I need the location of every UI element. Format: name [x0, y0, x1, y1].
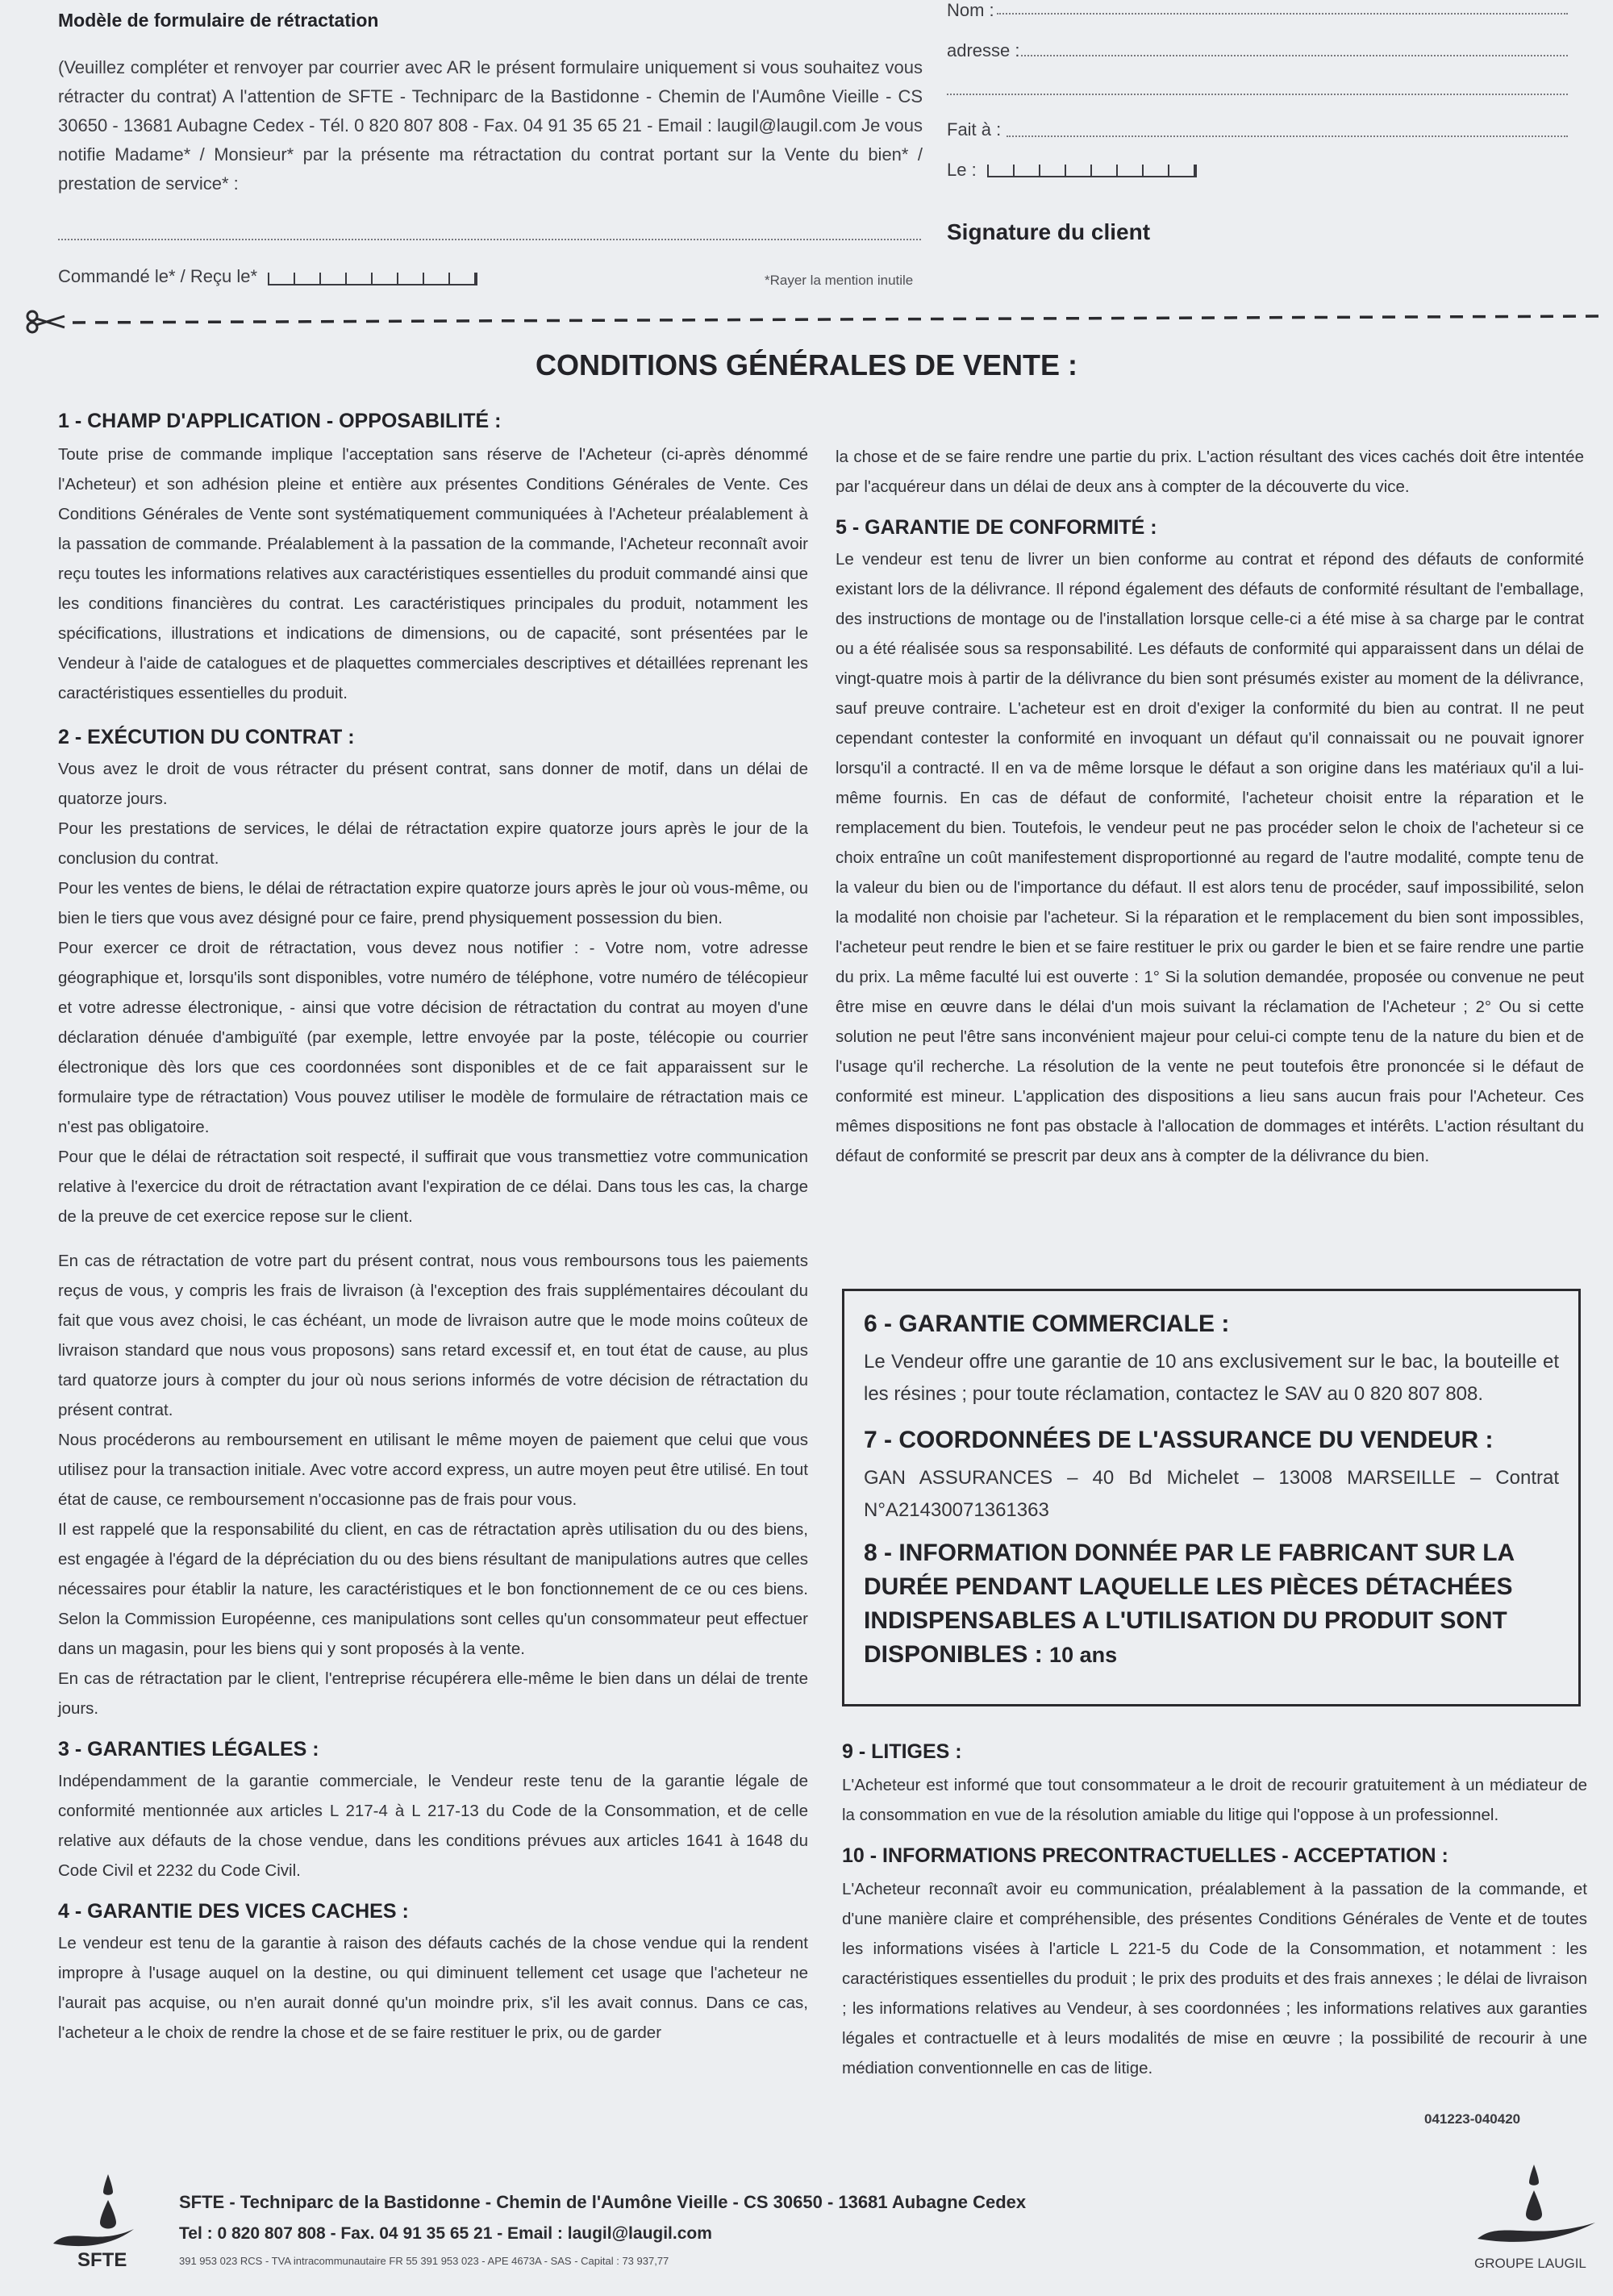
sfte-logo [47, 2169, 144, 2274]
sfte-logo-text: SFTE [77, 2249, 127, 2271]
form-title: Modèle de formulaire de rétractation [58, 10, 379, 31]
laugil-logo [1468, 2161, 1605, 2274]
form-service-line[interactable] [58, 239, 921, 240]
s5-title: 5 - GARANTIE DE CONFORMITÉ : [836, 516, 1157, 539]
place-field[interactable] [1007, 135, 1568, 137]
s2-p6: En cas de rétractation de votre part du présent contrat, nous vous remboursons tous les paiements reçus de vous, y compris les frais de livraison (à l'exception des frais supplémentaires découlant du fait que vous avez choisi, le cas échéant, un mode de livraison autre que le mode moins coûteux de livraison standard que nous vous proposons) sans retard excessif et, en tout état de cause, au plus tard quatorze jours à compter du jour où nous serions informés de votre décision de rétractation du présent contrat. [58, 1252, 808, 1419]
strike-footnote: *Rayer la mention inutile [765, 273, 914, 288]
s4-text: Le vendeur est tenu de la garantie à raison des défauts cachés de la chose vendue qui la rendent impropre à l'usage auquel on la destine, ou qui diminuent tellement cet usage que l'acheteur ne l'aurait pas acquise, ou n'en aurait donné qu'un moindre prix, s'il les avait connus. Dans ce cas, l'acheteur a le choix de rendre la chose et de se faire restituer le prix, ou de garder [58, 1934, 808, 2042]
s1-title: 1 - CHAMP D'APPLICATION - OPPOSABILITÉ : [58, 410, 502, 432]
s2-p9: En cas de rétractation par le client, l'entreprise récupérera elle-même le bien dans un délai de trente jours. [58, 1669, 808, 1718]
s2-p7: Nous procéderons au remboursement en utilisant le même moyen de paiement que celui que vous utilisez pour la transaction initiale. Avec votre accord express, un autre moyen peut être utilisé. En tout état de cause, ce remboursement n'occasionne pas de frais pour vous. [58, 1431, 808, 1509]
s2-body [58, 754, 808, 1723]
s3-text: Indépendamment de la garantie commerciale, le Vendeur reste tenu de la garantie légale de conformité mentionnée aux articles L 217-4 à L 217-13 du Code de la Consommation, et de celle relative aux défauts de la chose vendue, dans les conditions prévues aux articles 1641 à 1648 du Code Civil et 2232 du Code Civil. [58, 1772, 808, 1880]
s7-title: 7 - COORDONNÉES DE L'ASSURANCE DU VENDEUR : [864, 1427, 1494, 1453]
s6-text: Le Vendeur offre une garantie de 10 ans exclusivement sur le bac, la bouteille et les résines ; pour toute réclamation, contactez le SAV au 0 820 807 808. [864, 1351, 1559, 1405]
drop-icon [47, 2169, 144, 2250]
s2-p2: Pour les prestations de services, le délai de rétractation expire quatorze jours après le jour de la conclusion du contrat. [58, 819, 808, 868]
name-field[interactable] [997, 13, 1568, 15]
date-field[interactable] [987, 156, 1197, 177]
s9-title: 9 - LITIGES : [842, 1740, 962, 1763]
s3-title: 3 - GARANTIES LÉGALES : [58, 1738, 319, 1761]
s4-text-continued: la chose et de se faire rendre une partie du prix. L'action résultant des vices cachés doit être intentée par l'acquéreur dans un délai de deux ans à compter de la découverte du vice. [836, 448, 1584, 496]
s6-title: 6 - GARANTIE COMMERCIALE : [864, 1311, 1230, 1337]
s2-p3: Pour les ventes de biens, le délai de rétractation expire quatorze jours après le jour où vous-même, ou bien le tiers que vous avez désigné pour ce faire, prend physiquement possession du bien. [58, 879, 808, 927]
s10-title: 10 - INFORMATIONS PRECONTRACTUELLES - ACCEPTATION : [842, 1844, 1448, 1867]
boxed-sections [842, 1289, 1581, 1706]
s4-title: 4 - GARANTIE DES VICES CACHES : [58, 1900, 409, 1923]
document-ref: 041223-040420 [1424, 2111, 1521, 2127]
form-intro: (Veuillez compléter et renvoyer par courrier avec AR le présent formulaire uniquement si vous souhaitez vous rétracter du contrat) A l'attention de SFTE - Techniparc de la Bastidonne - Chemin de l'Aumône Vieille - CS 30650 - 13681 Aubagne Cedex - Tél. 0 820 807 808 - Fax. 04 91 35 65 21 - Email : laugil@laugil.com Je vous notifie Madame* / Monsieur* par la présente ma rétractation du contrat portant sur la Vente du bien* / prestation de service* : [58, 57, 923, 194]
address-label: adresse : [947, 40, 1020, 60]
ordered-date-field[interactable] [268, 265, 477, 285]
ordered-label: Commandé le* / Reçu le* [58, 266, 258, 286]
s2-title: 2 - EXÉCUTION DU CONTRAT : [58, 726, 355, 748]
footer-contact: Tel : 0 820 807 808 - Fax. 04 91 35 65 21 - Email : laugil@laugil.com [179, 2224, 712, 2243]
s2-p4: Pour exercer ce droit de rétractation, vous devez nous notifier : - Votre nom, votre adresse géographique et, lorsqu'ils sont disponibles, votre numéro de téléphone, votre numéro de télécopieur et votre adresse électronique, - ainsi que votre décision de rétractation du contrat au moyen d'une déclaration dénuée d'ambiguïté (par exemple, lettre envoyée par la poste, télécopie ou courrier électronique dès lors que ces coordonnées sont disponibles et de ce fait apparaissent sur le formulaire type de rétractation) Vous pouvez utiliser le modèle de formulaire de rétractation mais ce n'est pas obligatoire. [58, 939, 808, 1136]
scissors-icon [23, 310, 1603, 334]
laugil-logo-text: GROUPE LAUGIL [1474, 2256, 1586, 2271]
s10-text: L'Acheteur reconnaît avoir eu communication, préalablement à la passation de la commande, et d'une manière claire et compréhensible, des présentes Conditions Générales de Vente et de toutes les informations visées à l'article L 221-5 du Code de la Consommation, et notamment : les caractéristiques essentielles du produit ; le prix des produits et des frais annexes ; le délai de livraison ; les informations relatives au Vendeur, à ses coordonnées ; les informations relatives aux garanties légales et contractuelle et à leurs modalités de mise en œuvre ; la possibilité de recourir à une médiation conventionnelle en cas de litige. [842, 1880, 1587, 2077]
address-field[interactable] [1021, 55, 1568, 56]
s8-title: 8 - INFORMATION DONNÉE PAR LE FABRICANT SUR LA DURÉE PENDANT LAQUELLE LES PIÈCES DÉTACHÉES INDISPENSABLES A L'UTILISATION DU PRODUIT SONT DISPONIBLES : [864, 1540, 1515, 1668]
drop-icon [1468, 2161, 1605, 2250]
s8-block [864, 1536, 1559, 1672]
address-field-line2[interactable] [947, 94, 1568, 95]
right-column [836, 442, 1584, 1171]
right-column-lower [842, 1740, 1587, 2083]
s2-p5: Pour que le délai de rétractation soit respecté, il suffirait que vous transmettiez votre communication relative à l'exercice du droit de rétractation avant l'expiration de ce délai. Dans tous les cas, la charge de la preuve de cet exercice repose sur le client. [58, 1148, 808, 1226]
cgv-title: CONDITIONS GÉNÉRALES DE VENTE : [535, 348, 1078, 381]
s7-text: GAN ASSURANCES – 40 Bd Michelet – 13008 MARSEILLE – Contrat N°A21430071361363 [864, 1467, 1559, 1521]
s5-text: Le vendeur est tenu de livrer un bien conforme au contrat et répond des défauts de conformité existant lors de la délivrance. Il répond également des défauts de conformité résultant de l'emballage, des instructions de montage ou de l'installation lorsque celle-ci a été mise à sa charge par le contrat ou a été réalisée sous sa responsabilité. Les défauts de conformité qui apparaissent dans un délai de vingt-quatre mois à partir de la délivrance du bien sont présumés exister au moment de la délivrance, sauf preuve contraire. L'acheteur est en droit d'exiger la conformité du bien au contrat. Il ne peut cependant contester la conformité en invoquant un défaut qu'il connaissait ou ne pouvait ignorer lorsqu'il a contracté. Il en va de même lorsque le défaut a son origine dans les matériaux qu'il a lui-même fournis. En cas de défaut de conformité, l'acheteur choisit entre la réparation et le remplacement du bien. Toutefois, le vendeur peut ne pas procéder selon le choix de l'acheteur si ce choix entraîne un coût manifestement disproportionné au regard de l'autre modalité, compte tenu de la valeur du bien ou de l'importance du défaut. Il est alors tenu de procéder, sauf impossibilité, selon la modalité non choisie par l'acheteur. Si la réparation et le remplacement du bien sont impossibles, l'acheteur peut rendre le bien et se faire restituer le prix ou garder le bien et se faire rendre une partie du prix. La même faculté lui est ouverte : 1° Si la solution demandée, proposée ou convenue ne peut être mise en œuvre dans le délai d'un mois suivant la réclamation de l'Acheteur ; 2° Ou si cette solution ne peut l'être sans inconvénient majeur pour celui-ci compte tenu de la nature du bien et de l'usage qu'il recherche. La résolution de la vente ne peut toutefois être prononcée si le défaut de conformité est mineur. L'application des dispositions a lieu sans aucun frais pour l'Acheteur. Ces mêmes dispositions ne font pas obstacle à l'allocation de dommages et intérêts. L'action résultant du défaut de conformité se prescrit par deux ans à compter de la délivrance du bien. [836, 550, 1584, 1165]
footer-legal: 391 953 023 RCS - TVA intracommunautaire FR 55 391 953 023 - APE 4673A - SAS - Capital : 73 937,77 [179, 2255, 669, 2267]
name-label: Nom : [947, 0, 994, 20]
left-column [58, 410, 808, 2048]
date-label: Le : [947, 160, 977, 180]
s9-text: L'Acheteur est informé que tout consommateur a le droit de recourir gratuitement à un médiateur de la consommation en vue de la résolution amiable du litige qui l'oppose à un professionnel. [842, 1776, 1587, 1824]
place-label: Fait à : [947, 119, 1002, 140]
s8-value: 10 ans [1049, 1643, 1118, 1667]
signature-label: Signature du client [947, 219, 1151, 244]
s2-p8: Il est rappelé que la responsabilité du client, en cas de rétractation après utilisation du ou des biens, est engagée à l'égard de la dépréciation du ou des biens résultant de manipulations autres que celles nécessaires pour établir la nature, les caractéristiques et le bon fonctionnement de ce ou ces biens. Selon la Commission Européenne, ces manipulations sont celles qu'un consommateur peut effectuer dans un magasin, pour les biens qui y sont proposés à la vente. [58, 1520, 808, 1658]
s1-text: Toute prise de commande implique l'acceptation sans réserve de l'Acheteur (ci-après dénommé l'Acheteur) et son adhésion pleine et entière aux présentes Conditions Générales de Vente. Ces Conditions Générales de Vente sont systématiquement communiquées à l'Acheteur préalablement à la passation de commande. Préalablement à la passation de la commande, l'Acheteur reconnaît avoir reçu toutes les informations relatives aux caractéristiques essentielles du produit commandé ainsi que les conditions financières du contrat. Les caractéristiques principales du produit, notamment les spécifications, illustrations et indications de dimensions, ou de capacité, sont présentées par le Vendeur à l'aide de catalogues et de plaquettes commerciales descriptives et détaillées reprenant les caractéristiques essentielles du produit. [58, 445, 808, 702]
cut-line [23, 310, 1603, 334]
footer-address: SFTE - Techniparc de la Bastidonne - Chemin de l'Aumône Vieille - CS 30650 - 13681 Aubagne Cedex [179, 2192, 1027, 2212]
s2-p1: Vous avez le droit de vous rétracter du présent contrat, sans donner de motif, dans un délai de quatorze jours. [58, 760, 808, 808]
